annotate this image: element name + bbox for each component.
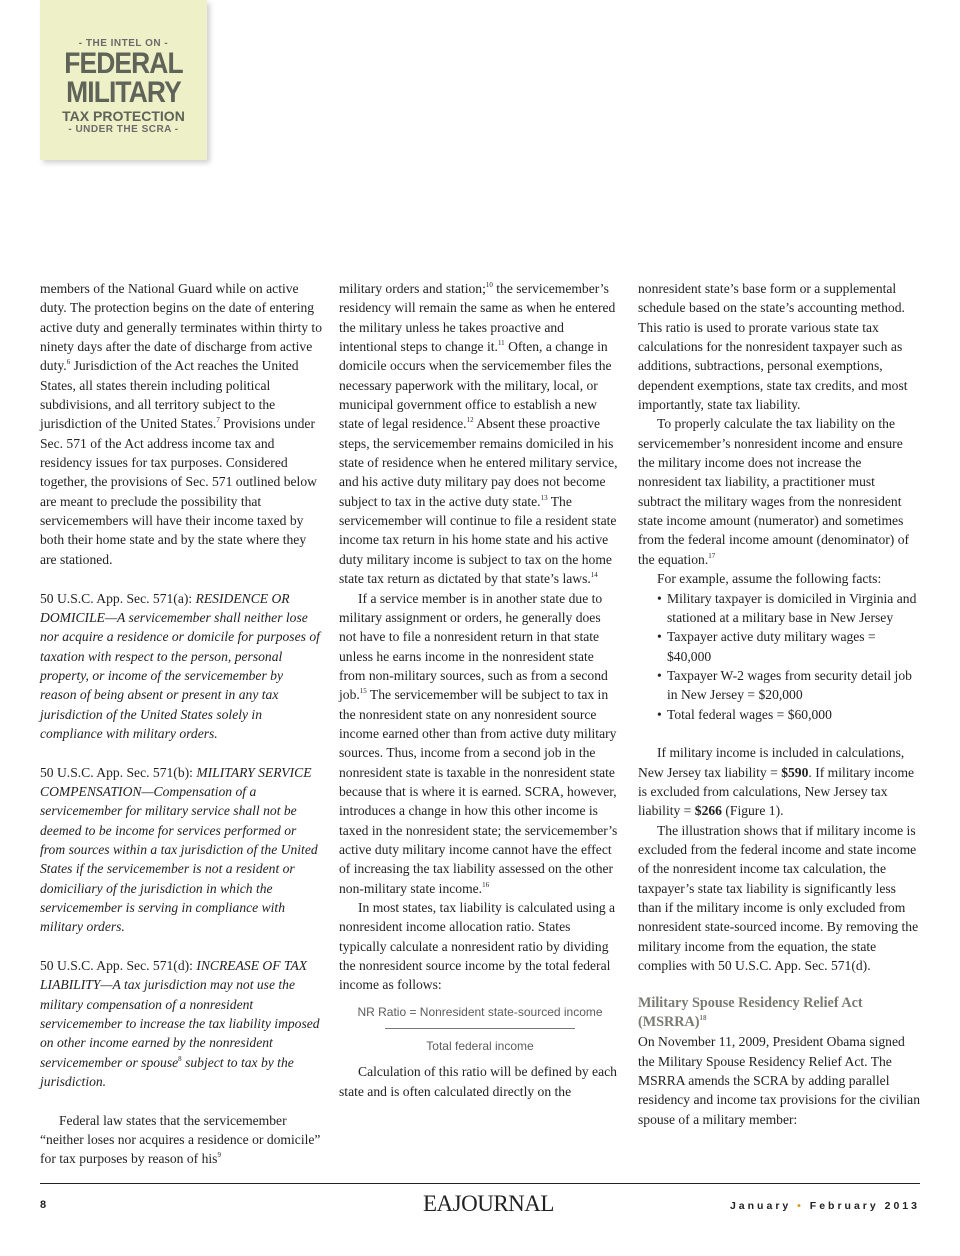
statute-quote-571a: 50 U.S.C. App. Sec. 571(a): RESIDENCE OR DOMICILE—A servicemember shall neither lose nor acquire a residence or domicile for purposes of taxation with respect to the person, personal property, or income of the servicemember by reason of being absent or present in any tax jurisdiction of the United States solely in compliance with military orders.: [40, 590, 320, 741]
footnote-ref[interactable]: 8: [178, 1054, 182, 1063]
paragraph: military orders and station;$^{10}$ the servicemember’s residency will remain the same as when he entered the military unless he takes proactive and intentional steps to change it.$^{11}$ Often, a change in domicile occurs when the servicemember files the necessary paperwork with the military, local, or municipal government office to establish a new state of legal residence.$^{12}$ Absent these proactive steps, the servicemember remains domiciled in his state of residence when he entered military service, and his active duty military pay does not become subject to tax in the active duty state.$^{13}$ The servicemember will continue to file a resident state income tax return in his home state and his active duty military income is subject to tax on the home state tax return as dictated by that state’s laws.$^{14}$: [339, 281, 618, 587]
footnote-ref[interactable]: 7: [216, 416, 220, 425]
footnote-ref[interactable]: 14: [590, 571, 598, 580]
column-2: [339, 279, 621, 1101]
footnote-ref[interactable]: 9: [217, 1151, 221, 1160]
journal-logo: EAJOURNAL: [423, 1191, 554, 1216]
footnote-ref[interactable]: 16: [482, 880, 490, 889]
badge-subtitle: TAX PROTECTION: [62, 108, 185, 124]
list-item: • Taxpayer W-2 wages from security detail job in New Jersey = $20,000: [657, 666, 920, 705]
separator-dot: •: [797, 1200, 804, 1212]
paragraph: The illustration shows that if military income is excluded from the federal income and state income of the nonresident income tax calculation, the taxpayer’s state tax liability is significantly less than if the military income is only excluded from nonresident state-sourced income. By removing the military income from the equation, the state complies with 50 U.S.C. App. Sec. 571(d).: [638, 822, 919, 974]
paragraph: To properly calculate the tax liability on the servicemember’s nonresident income and ensure the military income does not increase the nonresident tax liability, a practitioner must subtract the military wages from the nonresident state income amount (numerator) and sometimes from the federal income amount (denominator) of the equation.$^{17}$: [638, 416, 910, 567]
footnote-ref[interactable]: 13: [540, 493, 548, 502]
formula-denominator: Total federal income: [426, 1039, 534, 1054]
formula-numerator: NR Ratio = Nonresident state-sourced income: [357, 1004, 603, 1019]
fraction-bar: [385, 1028, 575, 1029]
footer-divider: [40, 1183, 920, 1184]
badge-title-military: MILITARY: [66, 76, 181, 109]
list-item: • Military taxpayer is domiciled in Virginia and stationed at a military base in New Jersey: [657, 589, 920, 628]
footnote-ref[interactable]: 10: [485, 281, 493, 289]
badge-footer: - UNDER THE SCRA -: [68, 124, 179, 135]
paragraph: members of the National Guard while on active duty. The protection begins on the date of entering active duty and generally terminates within thirty to ninety days after the date of discharge from active duty.$^6$ Jurisdiction of the Act reaches the United States, all states therein including political subdivisions, and all territory subject to the jurisdiction of the United States.$^7$ Provisions under Sec. 571 of the Act address income tax and residency issues for tax purposes. Considered together, the provisions of Sec. 571 outlined below are meant to preclude the possibility that servicemembers will have their income taxed by both their home state and by the state where they are stationed.: [40, 281, 322, 567]
paragraph: Calculation of this ratio will be defined by each state and is often calculated directly on the: [339, 1064, 617, 1099]
page-number: 8: [40, 1199, 47, 1211]
nr-ratio-formula: [339, 1003, 621, 1057]
paragraph: On November 11, 2009, President Obama signed the Military Spouse Residency Relief Act. The MSRRA amends the SCRA by adding parallel residency and income tax provisions for the civilian spouse of a military member:: [638, 1034, 920, 1127]
footnote-ref[interactable]: 6: [66, 358, 71, 367]
paragraph: Federal law states that the servicemember “neither loses nor acquires a residence or domicile” for tax purposes by reason of his$^9$: [40, 1112, 321, 1167]
list-item: • Total federal wages = $60,000: [657, 705, 920, 724]
footnote-ref[interactable]: 18: [699, 1014, 707, 1023]
issue-date: January • February 2013: [729, 1200, 920, 1212]
statute-quote-571b: 50 U.S.C. App. Sec. 571(b): MILITARY SERVICE COMPENSATION—Compensation of a servicemember for military service shall not be deemed to be income for services performed or from sources within a tax jurisdiction of the United States if the servicemember is not a resident or domiciliary of the jurisdiction in which the servicemember is serving in compliance with military orders.: [40, 764, 318, 935]
footnote-ref[interactable]: 12: [466, 416, 474, 425]
tax-liability-included: $590: [781, 764, 809, 780]
section-heading: Military Spouse Residency Relief Act (MSRRA)$^{18}$: [638, 995, 863, 1031]
footnote-ref[interactable]: 17: [708, 551, 716, 560]
column-1: [40, 279, 322, 1169]
badge-kicker: - THE INTEL ON -: [78, 38, 169, 49]
badge-title-federal: FEDERAL: [64, 47, 183, 80]
statute-quote-571d: 50 U.S.C. App. Sec. 571(d): INCREASE OF TAX LIABILITY—A tax jurisdiction may not use the military compensation of a nonresident servicemember to increase the tax liability imposed on other income earned by the nonresident servicemember or spouse$^8$ subject to tax by the jurisdiction.: [40, 958, 320, 1090]
list-item: • Taxpayer active duty military wages = $40,000: [657, 627, 920, 666]
tax-liability-excluded: $266: [694, 803, 722, 819]
paragraph: If military income is included in calculations, New Jersey tax liability = $590. If military income is excluded from calculations, New Jersey tax liability = $266 (Figure 1).: [638, 745, 915, 819]
paragraph: In most states, tax liability is calculated using a nonresident income allocation ratio. States typically calculate a nonresident ratio by dividing the nonresident source income by the total federal income as follows:: [339, 900, 616, 993]
department-badge: [40, 0, 207, 160]
footnote-ref[interactable]: 11: [497, 339, 505, 348]
paragraph: If a service member is in another state due to military assignment or orders, he generally does not have to file a nonresident return in that state unless he earns income in the nonresident state from non-military sources, such as from a second job.$^{15}$ The servicemember will be subject to tax in the nonresident state on any nonresident source income earned other than from active duty military sources. Thus, income from a second job in the nonresident state is taxable in the nonresident state because that is where it is earned. SCRA, however, introduces a change in how this other income is taxed in the nonresident state; the servicemember’s active duty military income cannot have the effect of increasing the tax liability assessed on the other non-military state income.$^{16}$: [339, 590, 618, 896]
paragraph: nonresident state’s base form or a supplemental schedule based on the state’s accounting method. This ratio is used to prorate various state tax calculations for the nonresident taxpayer such as additions, subtractions, personal exemptions, dependent exemptions, state tax credits, and most importantly, state tax liability.: [638, 281, 908, 413]
column-3: [638, 279, 920, 1129]
footnote-ref[interactable]: 15: [359, 687, 367, 696]
facts-list: [638, 589, 920, 724]
paragraph: For example, assume the following facts:: [657, 571, 882, 587]
